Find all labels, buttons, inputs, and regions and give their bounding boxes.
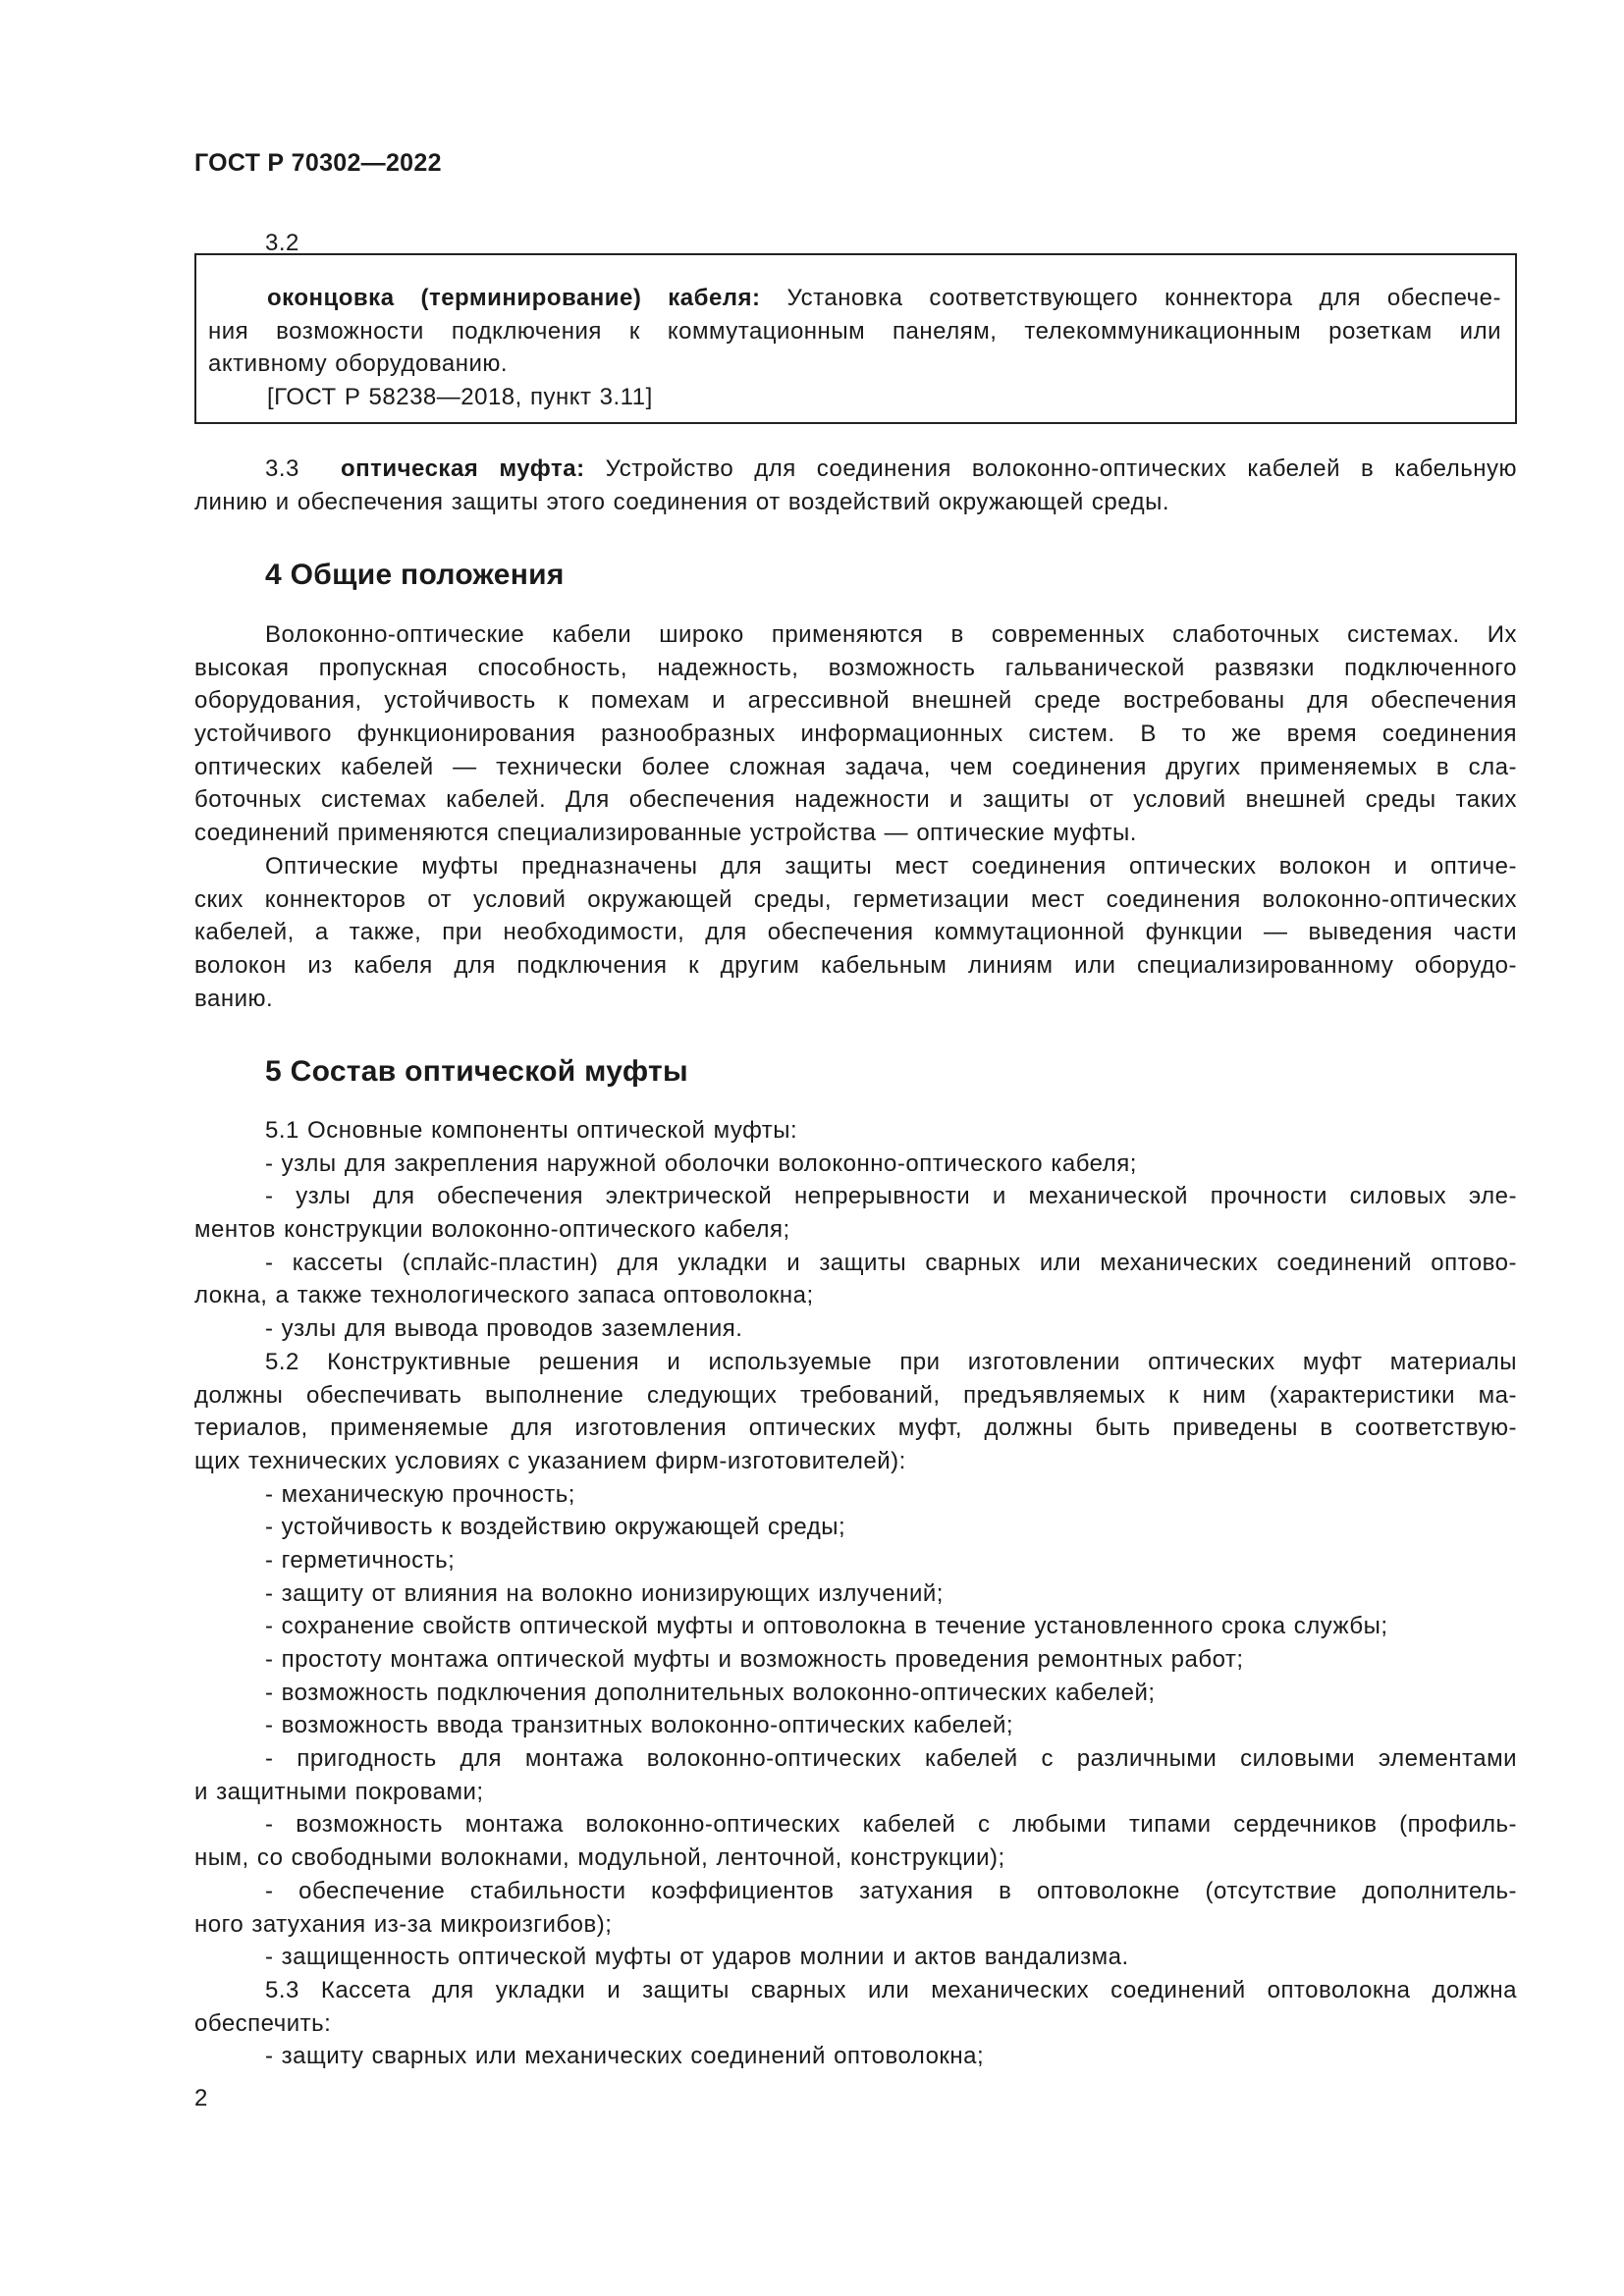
text-line: - механическую прочность; <box>265 1480 575 1508</box>
text-line: обеспечить: <box>194 2009 332 2037</box>
term-3-2-definition <box>208 282 1501 414</box>
text-line: - защиту сварных или механических соединений оптоволокна; <box>265 2043 985 2070</box>
text-line: ным, со свободными волокнами, модульной, ленточной, конструкции); <box>194 1844 1005 1872</box>
term-3-2-lines <box>208 315 1501 414</box>
definition-line: ния возможности подключения к коммутационным панелям, телекоммуникационным розеткам или <box>208 317 1501 345</box>
text-line: - простоту монтажа оптической муфты и возможность проведения ремонтных работ; <box>265 1646 1244 1673</box>
text-line: - кассеты (сплайс-пластин) для укладки и защиты сварных или механических соединений оптово- <box>265 1249 1517 1276</box>
definition-line: линию и обеспечения защиты этого соединения от воздействий окружающей среды. <box>194 488 1170 515</box>
text-line: - узлы для вывода проводов заземления. <box>265 1315 743 1343</box>
term-3-2-term: оконцовка (терминирование) кабеля: <box>267 285 761 311</box>
text-line: - герметичность; <box>265 1546 456 1574</box>
section-5-body <box>194 1114 1517 2073</box>
page-number: 2 <box>194 2085 208 2111</box>
text-line: оборудования, устойчивость к помехам и агрессивной внешней среде востребованы для обеспечения <box>194 687 1517 715</box>
text-line: 5.3 Кассета для укладки и защиты сварных или механических соединений оптоволокна должна <box>265 1976 1517 2003</box>
text-line: - устойчивость к воздействию окружающей среды; <box>265 1514 846 1541</box>
text-line: соединений применяются специализированные устройства — оптические муфты. <box>194 820 1137 847</box>
section-5-heading: 5 Состав оптической муфты <box>265 1055 688 1088</box>
text-line: кабелей, а также, при необходимости, для обеспечения коммутационной функции — выведения части <box>194 919 1517 946</box>
text-line: - возможность подключения дополнительных волоконно-оптических кабелей; <box>265 1679 1156 1706</box>
text-line: 5.1 Основные компоненты оптической муфты: <box>265 1117 798 1144</box>
term-3-2-number: 3.2 <box>265 230 299 256</box>
text-line: Оптические муфты предназначены для защиты мест соединения оптических волокон и оптиче- <box>265 852 1517 880</box>
text-line: волокон из кабеля для подключения к другим кабельным линиям или специализированному оборудо- <box>194 951 1517 979</box>
text-line: - узлы для обеспечения электрической непрерывности и механической прочности силовых эле- <box>265 1183 1517 1210</box>
text-line: териалов, применяемые для изготовления оптических муфт, должны быть приведены в соответствую- <box>194 1415 1517 1442</box>
text-line: ских коннекторов от условий окружающей среды, герметизации мест соединения волоконно-оптических <box>194 885 1517 913</box>
text-line: боточных системах кабелей. Для обеспечения надежности и защиты от условий внешней среды таких <box>194 786 1517 814</box>
term-3-3-text: Устройство для соединения волоконно-оптических кабелей в кабельную <box>584 455 1517 482</box>
document-header: ГОСТ Р 70302—2022 <box>194 149 442 177</box>
text-line: - сохранение свойств оптической муфты и оптоволокна в течение установленного срока службы; <box>265 1613 1388 1640</box>
term-3-2-text: Установка соответствующего коннектора для обеспече- <box>760 285 1501 311</box>
section-4-body <box>194 618 1517 1015</box>
quoted-definition-box <box>194 253 1517 424</box>
text-line: - узлы для закрепления наружной оболочки волоконно-оптического кабеля; <box>265 1149 1137 1177</box>
text-line: Волоконно-оптические кабели широко применяются в современных слаботочных системах. Их <box>265 621 1517 648</box>
text-line: локна, а также технологического запаса оптоволокна; <box>194 1282 814 1309</box>
text-line: ного затухания из-за микроизгибов); <box>194 1910 613 1938</box>
definition-line: [ГОСТ Р 58238—2018, пункт 3.11] <box>267 384 653 411</box>
text-line: 5.2 Конструктивные решения и используемые при изготовлении оптических муфт материалы <box>265 1348 1517 1375</box>
definition-line: активному оборудованию. <box>208 350 509 378</box>
term-3-3 <box>194 453 1517 518</box>
text-line: - пригодность для монтажа волоконно-оптических кабелей с различными силовыми элементами <box>265 1745 1517 1773</box>
text-line: - защищенность оптической муфты от ударов молнии и актов вандализма. <box>265 1944 1129 1971</box>
text-line: - защиту от влияния на волокно ионизирующих излучений; <box>265 1579 944 1607</box>
section-4-heading: 4 Общие положения <box>265 559 565 591</box>
text-line: оптических кабелей — технически более сложная задача, чем соединения других применяемых в сла- <box>194 753 1517 780</box>
term-3-3-lines <box>194 486 1517 519</box>
term-3-3-term: оптическая муфта: <box>340 455 585 482</box>
text-line: устойчивого функционирования разнообразных информационных систем. В то же время соединения <box>194 721 1517 748</box>
term-3-3-first-line <box>194 453 1517 486</box>
text-line: - возможность монтажа волоконно-оптических кабелей с любыми типами сердечников (профиль- <box>265 1811 1517 1839</box>
text-line: - обеспечение стабильности коэффициентов затухания в оптоволокне (отсутствие дополнитель- <box>265 1877 1517 1904</box>
term-3-2-first-line <box>208 282 1501 315</box>
text-line: - возможность ввода транзитных волоконно-оптических кабелей; <box>265 1712 1014 1739</box>
text-line: ванию. <box>194 985 274 1012</box>
text-line: ментов конструкции волоконно-оптического кабеля; <box>194 1216 790 1244</box>
text-line: и защитными покровами; <box>194 1778 484 1805</box>
text-line: должны обеспечивать выполнение следующих требований, предъявляемых к ним (характеристики ма- <box>194 1381 1517 1409</box>
term-3-3-number: 3.3 <box>265 455 299 482</box>
text-line: высокая пропускная способность, надежность, возможность гальванической развязки подключенного <box>194 654 1517 681</box>
text-line: щих технических условиях с указанием фирм-изготовителей): <box>194 1447 906 1474</box>
